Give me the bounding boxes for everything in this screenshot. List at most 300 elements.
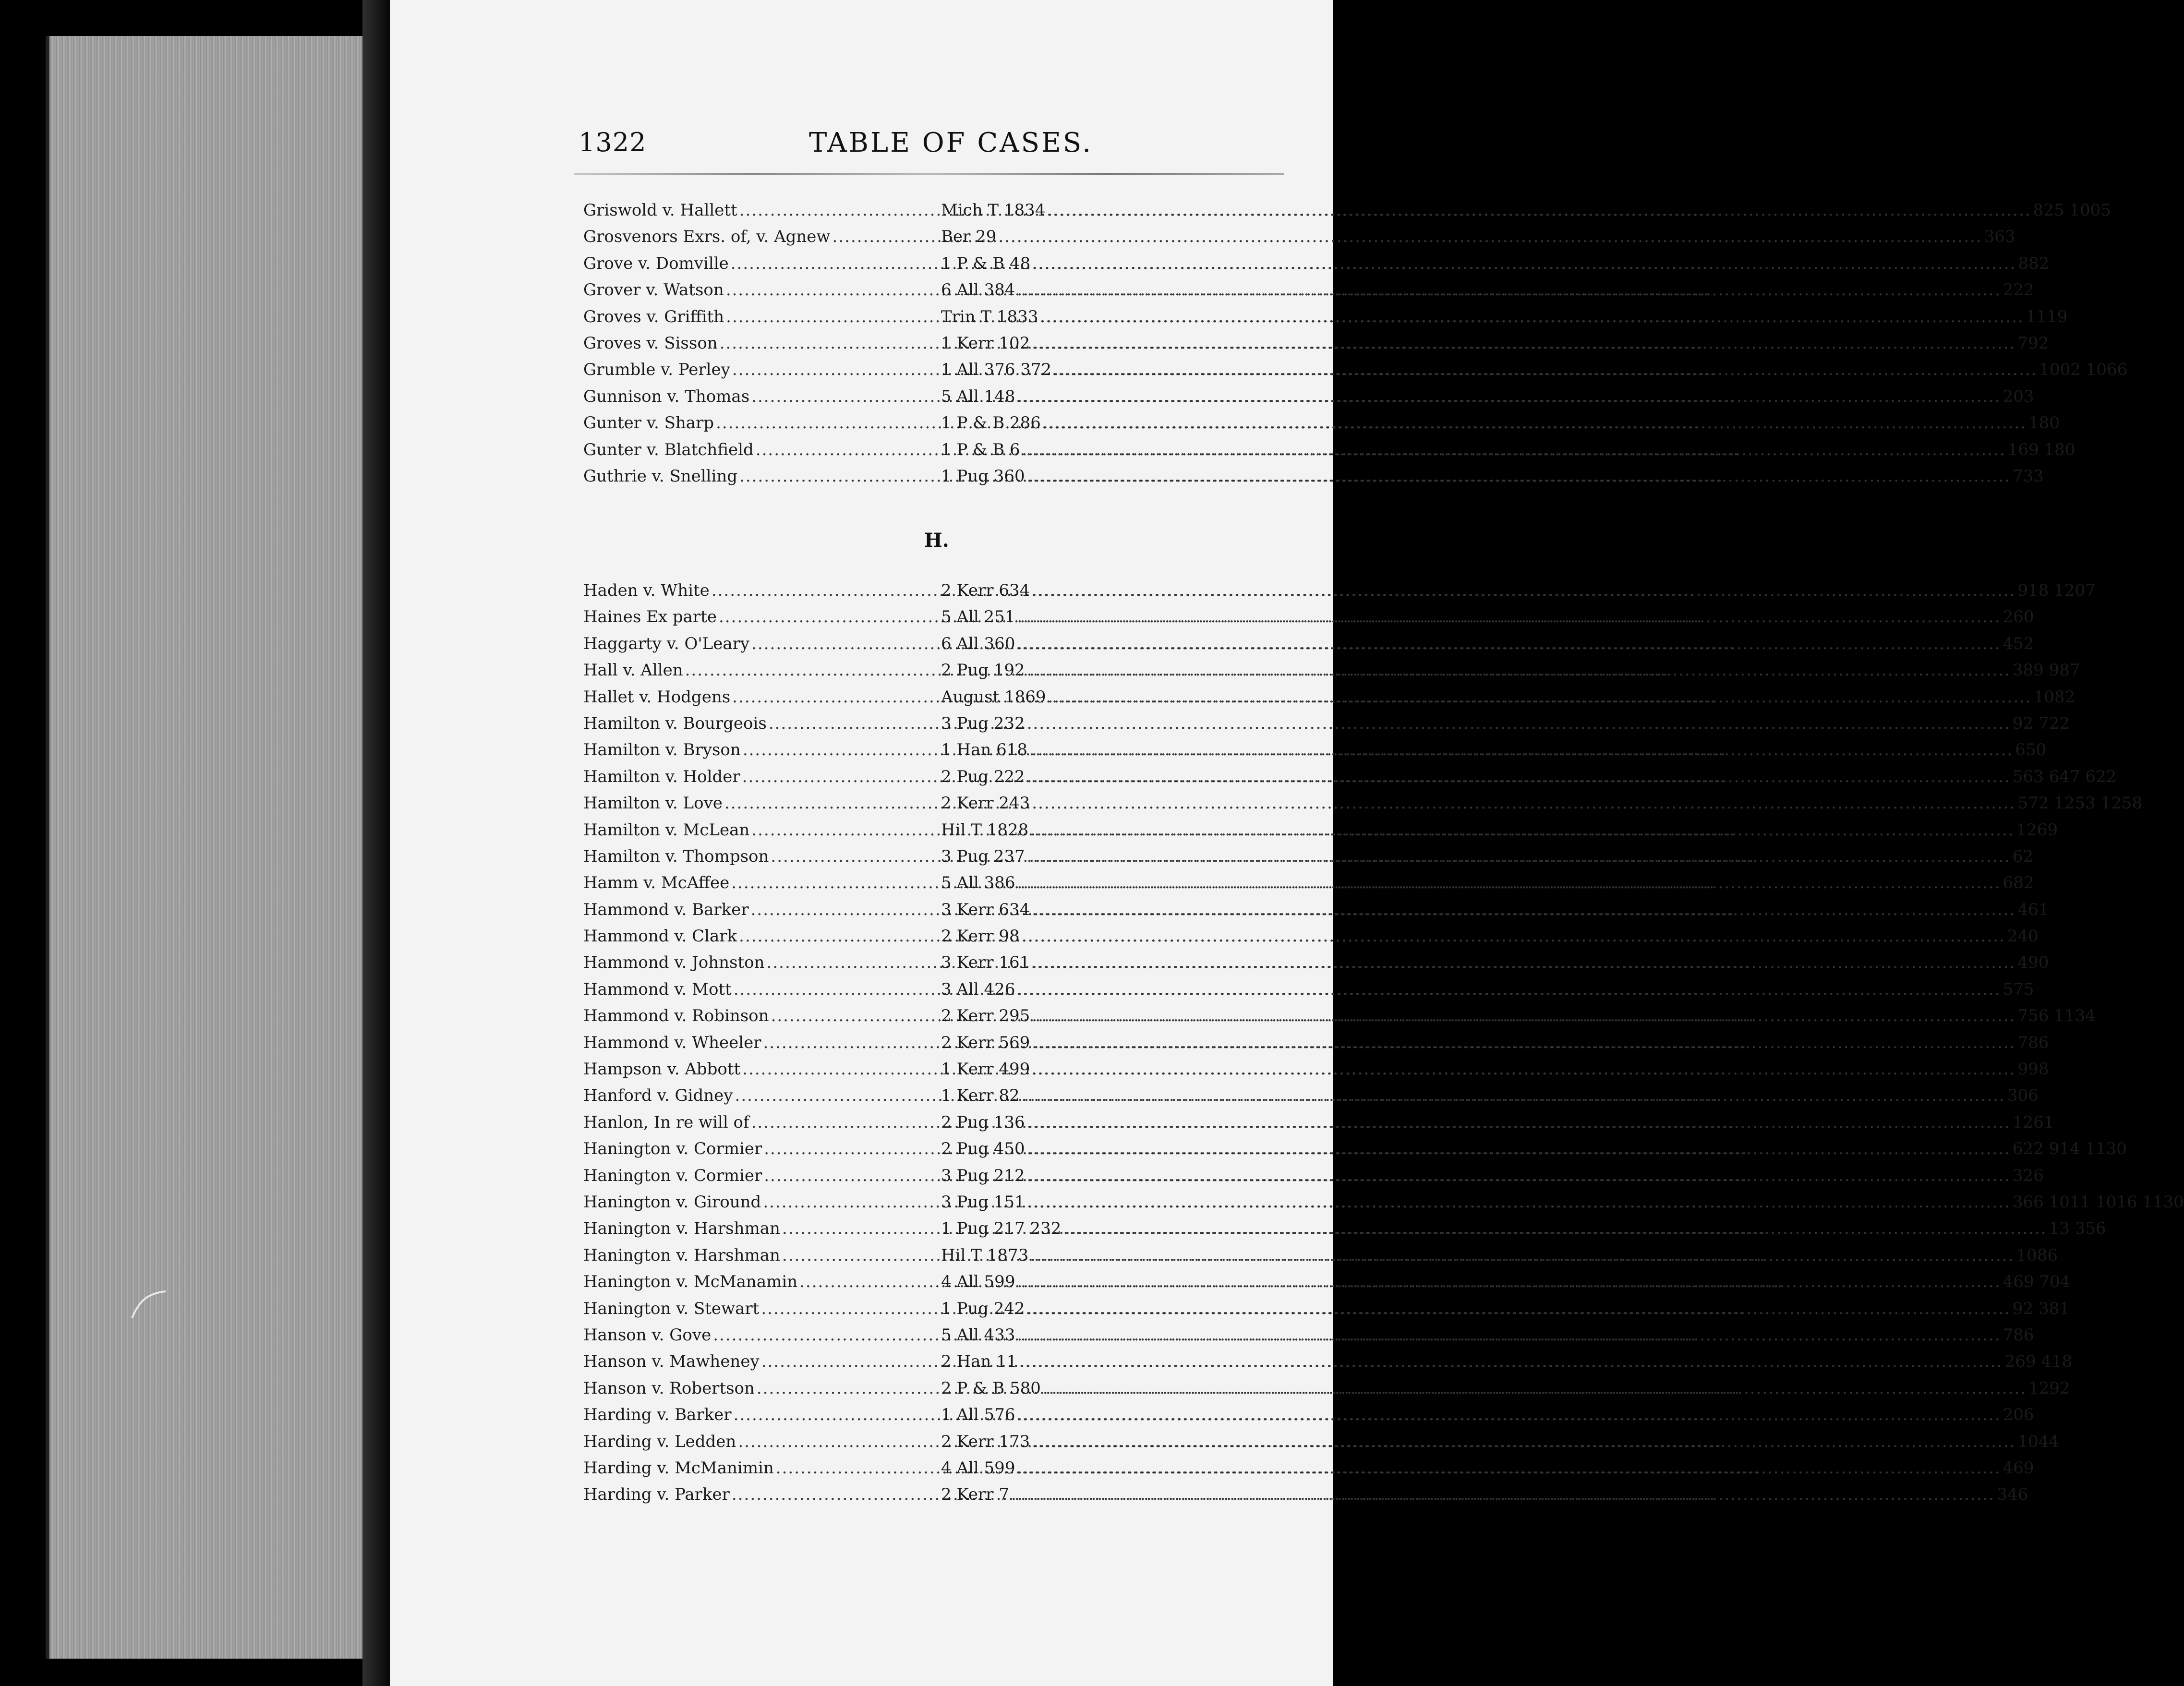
citation-column <box>941 953 2049 972</box>
citation-column <box>941 307 2067 326</box>
page-references: 363 <box>1984 227 2015 247</box>
report-citation: 3 Kerr 634 <box>941 900 1030 919</box>
citation-column <box>941 1299 2070 1318</box>
leader-dots <box>1032 794 2015 813</box>
page-references: 650 <box>2015 740 2047 760</box>
case-name: Grove v. Domville <box>583 253 729 273</box>
case-name: Grumble v. Perley <box>583 360 730 380</box>
report-citation: 1 All 576 <box>941 1405 1015 1425</box>
citation-column <box>941 820 2058 840</box>
citation-column <box>941 1006 2096 1025</box>
page-references: 622 914 1130 <box>2012 1139 2127 1159</box>
citation-column <box>941 201 2111 220</box>
leader-dots <box>1017 280 2001 300</box>
case-name-column <box>583 980 941 999</box>
case-entry <box>583 1060 2049 1086</box>
citation-column <box>941 1325 2034 1345</box>
case-name-column <box>583 387 941 406</box>
citation-column <box>941 980 2034 999</box>
report-citation: Ber 29 <box>941 227 997 247</box>
leader-dots <box>1019 1352 2003 1371</box>
case-entry <box>583 1405 2034 1432</box>
case-name: Hanington v. Harshman <box>583 1219 780 1239</box>
case-entry <box>583 900 2049 927</box>
case-name-column <box>583 307 941 326</box>
page-references: 733 <box>2012 466 2044 486</box>
page-references: 169 180 <box>2007 440 2075 459</box>
case-entry <box>583 201 2111 227</box>
section-heading-h: H. <box>924 529 949 552</box>
case-name-column <box>583 467 941 486</box>
citation-column <box>941 1219 2106 1238</box>
citation-column <box>941 360 2127 379</box>
page-references: 786 <box>2017 1033 2049 1052</box>
page-references: 203 <box>2003 386 2034 406</box>
case-name-column <box>583 1379 941 1398</box>
case-name: Grover v. Watson <box>583 280 724 300</box>
report-citation: 2 Han 11 <box>941 1352 1017 1372</box>
page-references: 452 <box>2003 634 2034 653</box>
case-name: Groves v. Griffith <box>583 307 724 326</box>
report-citation: 3 Kerr 161 <box>941 953 1030 973</box>
citation-column <box>941 794 2142 813</box>
citation-column <box>941 767 2116 786</box>
leader-dots <box>1011 1485 1995 1504</box>
case-name: Haggarty v. O'Leary <box>583 634 750 653</box>
report-citation: 2 Kerr 295 <box>941 1006 1030 1026</box>
leader-dots <box>1027 1113 2011 1132</box>
case-entry <box>583 466 2044 493</box>
case-name: Hanson v. Gove <box>583 1325 712 1345</box>
case-entry <box>583 227 2015 253</box>
report-citation: 3 All 426 <box>941 979 1015 999</box>
case-name-column <box>583 1485 941 1504</box>
case-name-column <box>583 413 941 433</box>
case-name-column <box>583 360 941 379</box>
page-references: 62 <box>2012 846 2034 866</box>
case-entry <box>583 740 2047 767</box>
case-name-column <box>583 1299 941 1318</box>
case-name: Hammond v. Mott <box>583 979 732 999</box>
case-name-column <box>583 1405 941 1424</box>
page-references: 461 <box>2017 900 2049 919</box>
case-name: Hanington v. Harshman <box>583 1245 780 1265</box>
page-references: 1044 <box>2017 1432 2060 1451</box>
case-entry <box>583 1219 2106 1245</box>
page-references: 92 381 <box>2012 1299 2070 1318</box>
case-name-column <box>583 1086 941 1105</box>
leader-dots <box>1032 254 2016 273</box>
case-name: Hamilton v. Bryson <box>583 740 741 760</box>
report-citation: 5 All 251 <box>941 607 1015 627</box>
leader-dots <box>1017 1272 2001 1291</box>
citation-column <box>941 467 2044 486</box>
citation-column <box>941 1086 2039 1105</box>
page-references: 918 1207 <box>2017 581 2096 600</box>
leader-dots <box>1017 1405 2001 1424</box>
case-entry <box>583 307 2068 334</box>
page-references: 92 722 <box>2012 713 2070 733</box>
citation-column <box>941 334 2049 353</box>
page-references: 572 1253 1258 <box>2017 794 2143 813</box>
case-name: Hanington v. McManamin <box>583 1272 798 1292</box>
page-references: 222 <box>2003 280 2034 300</box>
leader-dots <box>1022 927 2005 946</box>
case-name: Harding v. Barker <box>583 1405 732 1425</box>
case-name: Hampson v. Abbott <box>583 1060 741 1079</box>
case-name-column <box>583 1325 941 1345</box>
report-citation: 1 Pug 217 232 <box>941 1219 1062 1239</box>
report-citation: 1 P & B 48 <box>941 253 1031 273</box>
citation-column <box>941 1485 2028 1504</box>
leader-dots <box>1017 607 2001 626</box>
section-h-entries <box>583 581 2184 1512</box>
citation-column <box>941 1352 2072 1371</box>
case-name: Groves v. Sisson <box>583 333 718 353</box>
leader-dots <box>1048 687 2032 707</box>
case-name-column <box>583 820 941 840</box>
citation-column <box>941 440 2075 459</box>
case-name: Griswold v. Hallett <box>583 201 737 220</box>
case-name: Hanington v. Giround <box>583 1192 761 1212</box>
leader-dots <box>1032 334 2015 353</box>
leader-dots <box>1017 873 2001 892</box>
report-citation: Hil T 1873 <box>941 1245 1029 1265</box>
case-name: Hanlon, In re will of <box>583 1112 749 1132</box>
citation-column <box>941 1033 2049 1052</box>
leader-dots <box>1053 360 2037 379</box>
page-references: 469 <box>2003 1458 2034 1478</box>
report-citation: 2 Kerr 7 <box>941 1485 1009 1505</box>
page-references: 792 <box>2017 333 2049 353</box>
case-name: Harding v. McManimin <box>583 1458 774 1478</box>
leader-dots <box>1029 740 2013 759</box>
report-citation: 2 Pug 136 <box>941 1112 1025 1132</box>
page-references: 306 <box>2007 1086 2039 1106</box>
citation-column <box>941 1246 2058 1265</box>
case-entry <box>583 846 2034 873</box>
page-references: 1082 <box>2033 687 2075 707</box>
case-name: Grosvenors Exrs. of, v. Agnew <box>583 227 831 247</box>
case-entry <box>583 1432 2060 1458</box>
report-citation: 2 Pug 222 <box>941 767 1025 786</box>
case-entry <box>583 1245 2058 1272</box>
case-name: Hanington v. Cormier <box>583 1139 762 1159</box>
case-entry <box>583 607 2034 634</box>
case-name-column <box>583 740 941 759</box>
case-name: Harding v. Ledden <box>583 1432 736 1451</box>
case-name: Hammond v. Barker <box>583 900 749 919</box>
report-citation: 6 All 360 <box>941 634 1015 653</box>
page-references: 825 1005 <box>2033 201 2111 220</box>
report-citation: 2 Kerr 98 <box>941 927 1020 946</box>
case-entry <box>583 1166 2044 1192</box>
page-references: 575 <box>2003 979 2034 999</box>
page-references: 1292 <box>2028 1378 2070 1398</box>
case-name: Haines Ex parte <box>583 607 717 627</box>
report-citation: 5 All 148 <box>941 386 1015 406</box>
report-citation: 5 All 386 <box>941 873 1015 893</box>
case-name-column <box>583 1432 941 1451</box>
case-name: Hamilton v. Thompson <box>583 846 769 866</box>
case-entry <box>583 794 2143 820</box>
report-citation: 3 Pug 232 <box>941 713 1025 733</box>
report-citation: 2 Kerr 243 <box>941 794 1030 813</box>
case-name-column <box>583 1352 941 1371</box>
leader-dots <box>1032 1006 2015 1025</box>
page-references: 1002 1066 <box>2039 360 2128 380</box>
case-entry <box>583 413 2060 440</box>
citation-column <box>941 1166 2044 1185</box>
report-citation: 1 Pug 360 <box>941 466 1025 486</box>
case-name: Guthrie v. Snelling <box>583 466 738 486</box>
citation-column <box>941 254 2049 273</box>
case-name-column <box>583 900 941 919</box>
page-references: 366 1011 1016 1130 <box>2012 1192 2184 1212</box>
case-entry <box>583 1458 2034 1485</box>
citation-column <box>941 873 2034 892</box>
case-entry <box>583 634 2034 661</box>
case-name-column <box>583 661 941 680</box>
case-entry <box>583 953 2049 979</box>
report-citation: 4 All 599 <box>941 1458 1015 1478</box>
case-name: Hanson v. Robertson <box>583 1378 755 1398</box>
case-name-column <box>583 1192 941 1212</box>
page-references: 1119 <box>2026 307 2068 326</box>
leader-dots <box>1027 661 2011 680</box>
case-name: Gunter v. Sharp <box>583 413 714 433</box>
leader-dots <box>1027 1166 2011 1185</box>
case-entry <box>583 1485 2028 1511</box>
case-entry <box>583 386 2034 413</box>
page-references: 1261 <box>2012 1112 2054 1132</box>
case-name-column <box>583 1246 941 1265</box>
citation-column <box>941 581 2096 600</box>
case-entry <box>583 1192 2184 1219</box>
leader-dots <box>998 227 1982 246</box>
book-page-edges <box>46 36 382 1659</box>
case-entry <box>583 1112 2054 1139</box>
leader-dots <box>1027 1192 2011 1212</box>
case-entry <box>583 687 2075 714</box>
report-citation: Hil T 1828 <box>941 820 1029 840</box>
page-references: 346 <box>1997 1485 2028 1505</box>
case-name-column <box>583 927 941 946</box>
leader-dots <box>1032 1060 2015 1079</box>
case-name-column <box>583 334 941 353</box>
section-g-entries <box>583 201 2128 493</box>
citation-column <box>941 280 2034 300</box>
leader-dots <box>1043 413 2027 433</box>
citation-column <box>941 661 2080 680</box>
report-citation: 1 Kerr 499 <box>941 1060 1030 1079</box>
report-citation: Mich T 1834 <box>941 201 1046 220</box>
case-entry <box>583 333 2049 360</box>
case-name: Gunnison v. Thomas <box>583 386 750 406</box>
citation-column <box>941 227 2015 246</box>
case-name-column <box>583 1006 941 1025</box>
case-name-column <box>583 440 941 459</box>
citation-column <box>941 607 2034 626</box>
leader-dots <box>1027 1299 2011 1318</box>
citation-column <box>941 1113 2054 1132</box>
leader-dots <box>1027 847 2011 866</box>
case-entry <box>583 1033 2049 1060</box>
case-name: Hanington v. Cormier <box>583 1166 762 1185</box>
page-title: TABLE OF CASES. <box>809 127 1093 158</box>
case-name: Gunter v. Blatchfield <box>583 440 754 459</box>
citation-column <box>941 714 2070 733</box>
leader-dots <box>1027 714 2011 733</box>
leader-dots <box>1030 1246 2014 1265</box>
leader-dots <box>1047 201 2031 220</box>
report-citation: 6 All 384 <box>941 280 1015 300</box>
page-references: 206 <box>2003 1405 2034 1425</box>
citation-column <box>941 740 2046 759</box>
page-references: 469 704 <box>2003 1272 2071 1292</box>
leader-dots <box>1032 581 2015 600</box>
citation-column <box>941 1432 2059 1451</box>
citation-column <box>941 634 2034 653</box>
report-citation: 1 P & B 6 <box>941 440 1020 459</box>
page-references: 756 1134 <box>2017 1006 2096 1026</box>
case-name: Hamm v. McAffee <box>583 873 730 893</box>
case-name-column <box>583 1166 941 1185</box>
leader-dots <box>1030 820 2014 840</box>
report-citation: 2 P & B 580 <box>941 1378 1041 1398</box>
case-entry <box>583 713 2070 740</box>
citation-column <box>941 1405 2034 1424</box>
case-name-column <box>583 227 941 246</box>
page-references: 786 <box>2003 1325 2034 1345</box>
leader-dots <box>1027 767 2011 786</box>
page-references: 882 <box>2018 253 2050 273</box>
citation-column <box>941 387 2034 406</box>
leader-dots <box>1022 440 2006 459</box>
report-citation: 5 All 433 <box>941 1325 1015 1345</box>
case-name-column <box>583 1139 941 1158</box>
case-entry <box>583 1086 2039 1112</box>
case-entry <box>583 1352 2073 1378</box>
case-entry <box>583 927 2039 953</box>
case-name: Hanington v. Stewart <box>583 1299 760 1318</box>
leader-dots <box>1017 387 2001 406</box>
leader-dots <box>1027 467 2011 486</box>
page-number: 1322 <box>579 127 647 157</box>
leader-dots <box>1017 980 2001 999</box>
case-name: Hamilton v. Bourgeois <box>583 713 767 733</box>
case-name: Hammond v. Robinson <box>583 1006 769 1026</box>
leader-dots <box>1032 900 2015 919</box>
scratch-mark <box>130 1287 168 1320</box>
case-name-column <box>583 201 941 220</box>
page-references: 1269 <box>2016 820 2058 840</box>
page-header <box>579 127 1284 166</box>
case-name-column <box>583 280 941 300</box>
case-name-column <box>583 1272 941 1291</box>
leader-dots <box>1043 1379 2027 1398</box>
case-name-column <box>583 607 941 626</box>
report-citation: 3 Pug 237 <box>941 846 1025 866</box>
citation-column <box>941 900 2049 919</box>
page-references: 998 <box>2017 1060 2049 1079</box>
case-name-column <box>583 1113 941 1132</box>
case-entry <box>583 1299 2070 1325</box>
report-citation: 3 Pug 212 <box>941 1166 1025 1185</box>
citation-column <box>941 1060 2049 1079</box>
case-name-column <box>583 1033 941 1052</box>
leader-dots <box>1017 634 2001 653</box>
report-citation: 2 Pug 192 <box>941 661 1025 680</box>
case-name: Hammond v. Wheeler <box>583 1033 761 1052</box>
case-name-column <box>583 767 941 786</box>
report-citation: 2 Kerr 634 <box>941 581 1030 600</box>
case-name-column <box>583 1060 941 1079</box>
case-entry <box>583 581 2096 607</box>
case-name-column <box>583 794 941 813</box>
citation-column <box>941 1458 2034 1478</box>
case-entry <box>583 820 2058 847</box>
case-name: Hamilton v. Love <box>583 794 723 813</box>
citation-column <box>941 927 2039 946</box>
report-citation: 1 Han 618 <box>941 740 1027 760</box>
leader-dots <box>1032 953 2015 972</box>
page-references: 13 356 <box>2049 1219 2106 1239</box>
case-name: Hanford v. Gidney <box>583 1086 733 1106</box>
citation-column <box>941 1379 2070 1398</box>
citation-column <box>941 847 2033 866</box>
case-entry <box>583 979 2034 1006</box>
case-name-column <box>583 1219 941 1238</box>
case-entry <box>583 440 2075 467</box>
case-name-column <box>583 254 941 273</box>
page-references: 563 647 622 <box>2012 767 2117 786</box>
case-entry <box>583 767 2117 794</box>
page-references: 682 <box>2003 873 2034 893</box>
case-entry <box>583 253 2050 280</box>
case-name: Hamilton v. Holder <box>583 767 740 786</box>
report-citation: August 1869 <box>941 687 1046 707</box>
case-name-column <box>583 953 941 972</box>
case-name-column <box>583 687 941 707</box>
page-references: 180 <box>2028 413 2060 433</box>
case-name: Harding v. Parker <box>583 1485 730 1505</box>
leader-dots <box>1017 1325 2001 1345</box>
case-entry <box>583 661 2080 687</box>
report-citation: 1 Kerr 82 <box>941 1086 1020 1106</box>
citation-column <box>941 1139 2127 1158</box>
case-entry <box>583 360 2128 386</box>
report-citation: 2 Kerr 173 <box>941 1432 1030 1451</box>
case-name-column <box>583 634 941 653</box>
case-name-column <box>583 581 941 600</box>
leader-dots <box>1032 1432 2015 1451</box>
page-references: 1086 <box>2016 1245 2058 1265</box>
report-citation: 4 All 599 <box>941 1272 1015 1292</box>
report-citation: Trin T 1833 <box>941 307 1038 326</box>
book-spine-shadow <box>362 0 391 1686</box>
leader-dots <box>1032 1033 2015 1052</box>
page-references: 389 987 <box>2012 661 2080 680</box>
report-citation: 1 Kerr 102 <box>941 333 1030 353</box>
page-references: 240 <box>2007 927 2039 946</box>
case-entry <box>583 873 2034 900</box>
page-references: 260 <box>2003 607 2034 627</box>
case-entry <box>583 1006 2096 1033</box>
report-citation: 1 Pug 242 <box>941 1299 1025 1318</box>
page-references: 269 418 <box>2004 1352 2073 1372</box>
report-citation: 1 All 376 372 <box>941 360 1052 380</box>
